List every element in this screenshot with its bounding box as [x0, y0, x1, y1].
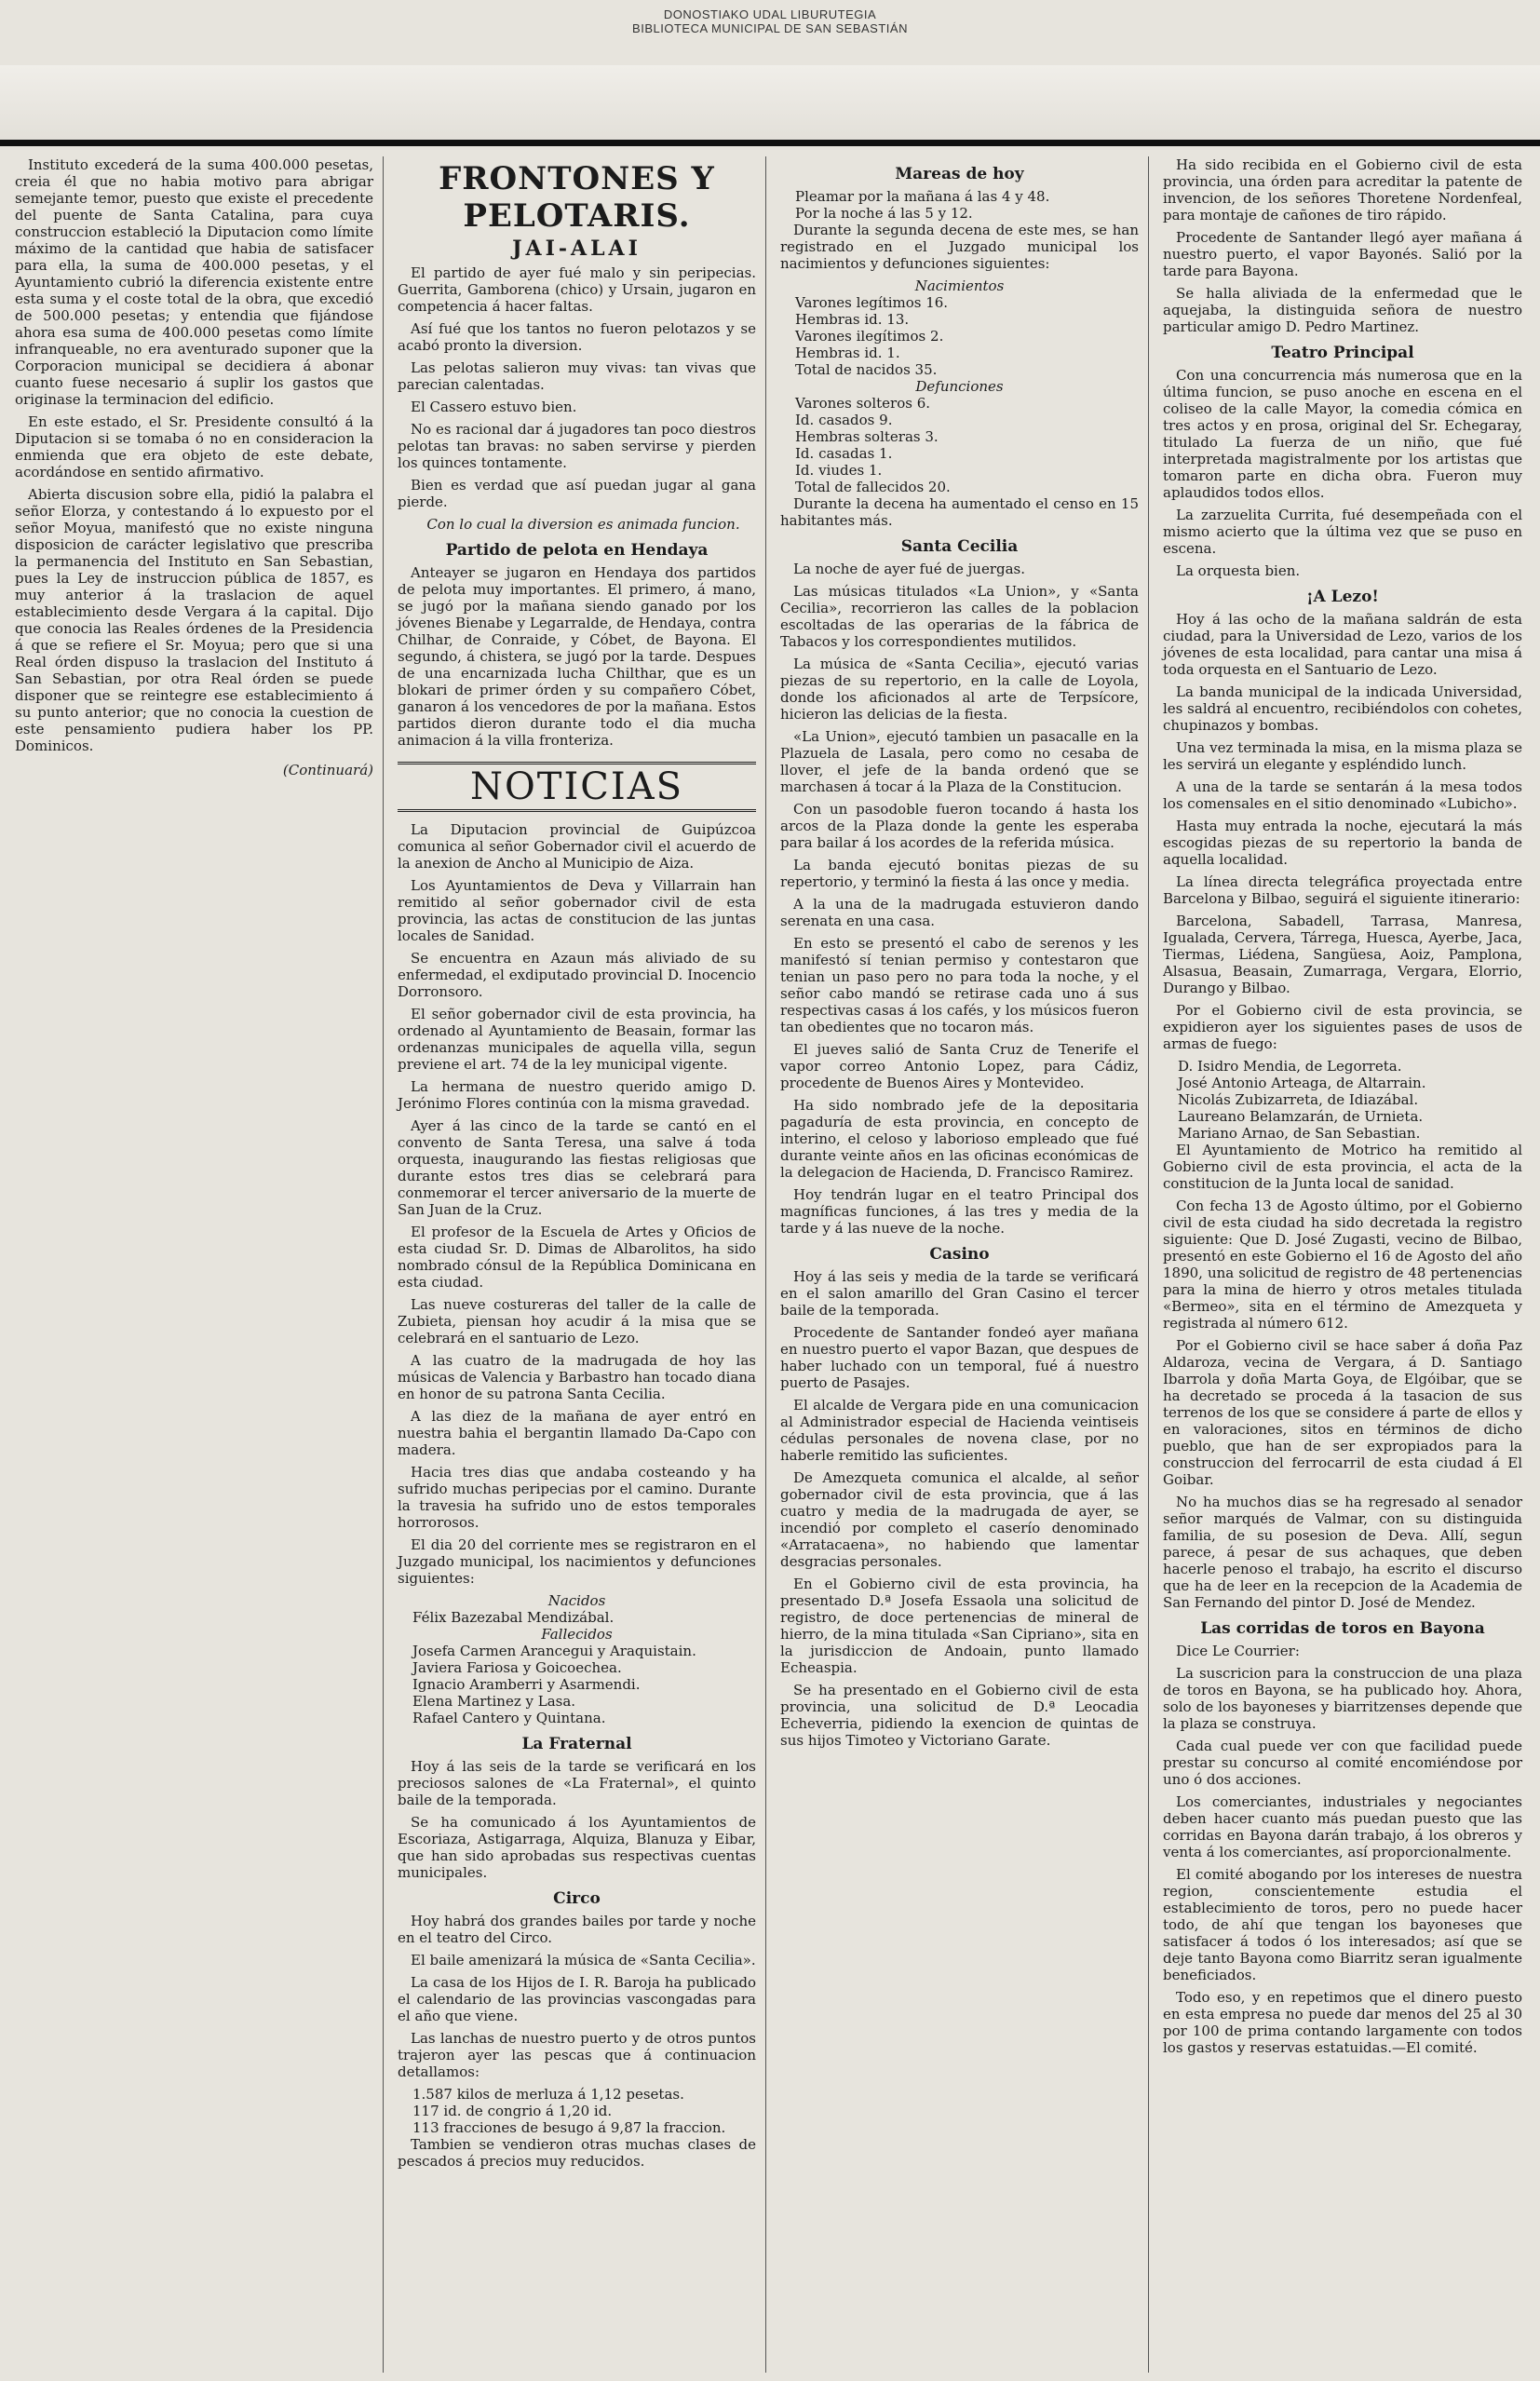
noticia-paragraph: El dia 20 del corriente mes se registraron en el Juzgado municipal, los nacimientos y defunciones siguientes:	[398, 1536, 756, 1587]
lezo-paragraph: Una vez terminada la misa, en la misma plaza se les servirá un elegante y espléndido lunch.	[1163, 739, 1522, 773]
frontones-title: FRONTONES Y PELOTARIS.	[439, 160, 715, 235]
defuncion-entry: Id. casados 9.	[795, 412, 893, 428]
jaialai-paragraph: No es racional dar á jugadores tan poco diestros pelotas tan bravas: no saben servirse y pierden los quinces tontamente.	[398, 421, 756, 471]
toros-title: Las corridas de toros en Bayona	[1200, 1619, 1485, 1638]
nacimiento-entry: Hembras id. 1.	[795, 345, 900, 361]
registro-intro: Durante la segunda decena de este mes, se han registrado en el Juzgado municipal los nacimientos y defunciones siguientes:	[780, 222, 1139, 272]
jaialai-paragraph: Con lo cual la diversion es animada funcion.	[426, 516, 740, 533]
fallecido-entry: Ignacio Aramberri y Asarmendi.	[412, 1676, 641, 1693]
nacido-entry: Félix Bazezabal Mendizábal.	[412, 1609, 615, 1626]
mareas-title: Mareas de hoy	[895, 165, 1024, 183]
noticia-paragraph: La casa de los Hijos de I. R. Baroja ha publicado el calendario de las provincias vascongadas para el año que viene.	[398, 1974, 756, 2024]
motrico-paragraph: El Ayuntamiento de Motrico ha remitido al Gobierno civil de esta provincia, el acta de la constitucion de la Junta local de sanidad.	[1163, 1142, 1522, 1192]
armas-paragraph: Por el Gobierno civil de esta provincia, se expidieron ayer los siguientes pases de usos de armas de fuego:	[1163, 1002, 1522, 1052]
noticias-title: NOTICIAS	[398, 762, 756, 812]
pesca-entry: 117 id. de congrio á 1,20 id.	[412, 2103, 613, 2119]
jaialai-paragraph: Así fué que los tantos no fueron pelotazos y se acabó pronto la diversion.	[398, 320, 756, 354]
zugasti-paragraph: Con fecha 13 de Agosto último, por el Gobierno civil de esta ciudad ha sido decretada la registro siguiente: Que D. José Zugasti, vecino de Bilbao, presentó en este Gobierno el 16 de Agosto del año 1890, una solicitud de registro de 48 pertenencias para la mina de hierro y otros metales titulada «Bermeo», sita en el término de Amezqueta y registrada al número 612.	[1163, 1197, 1522, 1332]
teatro-principal-paragraph: La zarzuelita Currita, fué desempeñada con el mismo acierto que la última vez que se puso en escena.	[1163, 507, 1522, 557]
linea-paragraph: La línea directa telegráfica proyectada entre Barcelona y Bilbao, seguirá el siguiente itinerario:	[1163, 873, 1522, 907]
pesca-entry: 113 fracciones de besugo á 9,87 la fraccion.	[412, 2119, 726, 2136]
jaialai-paragraph: El partido de ayer fué malo y sin peripecias. Guerrita, Gamborena (chico) y Ursain, jugaron en competencia á hacer faltas.	[398, 264, 756, 315]
nacimiento-entry: Hembras id. 13.	[795, 311, 910, 328]
hendaya-paragraph: Anteayer se jugaron en Hendaya dos partidos de pelota muy importantes. El primero, á mano, se jugó por la mañana siendo ganado por los jóvenes Bienabe y Legarralde, de Hendaya, contra Chilhar, de Conraide, y Cóbet, de Bayona. El segundo, á chistera, se jugó por la tarde. Despues de una encarnizada lucha Chilthar, que es un blokari de primer órden y su compañero Cóbet, ganaron á los vencedores de por la mañana. Estos partidos dieron durante todo el dia mucha animacion á la villa fronteriza.	[398, 564, 756, 749]
col1-paragraph: En este estado, el Sr. Presidente consultó á la Diputacion si se tomaba ó no en consideracion la enmienda que era objeto de este debate, acordándose en sentido afirmativo.	[15, 413, 373, 480]
nacimientos-label: Nacimientos	[914, 277, 1005, 294]
archive-header-line-1: DONOSTIAKO UDAL LIBURUTEGIA	[663, 7, 877, 21]
noticia-paragraph: A las diez de la mañana de ayer entró en nuestra bahia el bergantin llamado Da-Capo con madera.	[398, 1408, 756, 1458]
casino-paragraph: Hoy á las seis y media de la tarde se verificará en el salon amarillo del Gran Casino el tercer baile de la temporada.	[780, 1268, 1139, 1319]
fallecidos-label: Fallecidos	[541, 1626, 613, 1643]
toros-paragraph: El comité abogando por los intereses de nuestra region, conscientemente estudia el establecimiento de toros, pero no puede hacer todo, de ahí que tengan los bayoneses que satisfacer á todos ó los interesados; así que se deje tanto Bayona como Biarritz seran igualmente beneficiados.	[1163, 1866, 1522, 1983]
lezo-paragraph: Hoy á las ocho de la mañana saldrán de esta ciudad, para la Universidad de Lezo, varios de los jóvenes de esta localidad, para cantar una misa á toda orquesta en el Santuario de Lezo.	[1163, 611, 1522, 678]
jaialai-paragraph: Bien es verdad que así puedan jugar al gana pierde.	[398, 477, 756, 510]
noticia-paragraph: El profesor de la Escuela de Artes y Oficios de esta ciudad Sr. D. Dimas de Albarolitos, ha sido nombrado cónsul de la República Dominicana en esta ciudad.	[398, 1224, 756, 1291]
armas-entry: Mariano Arnao, de San Sebastian.	[1178, 1125, 1421, 1142]
cecilia-paragraph: Con un pasodoble fueron tocando á hasta los arcos de la Plaza donde la gente les esperaba para bailar á los acordes de la referida música.	[780, 801, 1139, 851]
pesca-entry: 1.587 kilos de merluza á 1,12 pesetas.	[412, 2086, 684, 2103]
teatro-title: Teatro Principal	[1271, 344, 1414, 362]
lezo-paragraph: Hasta muy entrada la noche, ejecutará la más escogidas piezas de su repertorio la banda de aquella localidad.	[1163, 818, 1522, 868]
noticia-paragraph: Las lanchas de nuestro puerto y de otros puntos trajeron ayer las pescas que á continuacion detallamos:	[398, 2030, 756, 2080]
toros-paragraph: Cada cual puede ver con que facilidad puede prestar su concurso al comité encomiéndose por uno ó dos acciones.	[1163, 1738, 1522, 1788]
defuncion-entry: Total de fallecidos 20.	[795, 479, 951, 495]
noticia-paragraph: Ayer á las cinco de la tarde se cantó en el convento de Santa Teresa, una salve á toda orquesta, inaugurando las fiestas religiosas que durante estos tres dias se celebrará para conmemorar el tercer aniversario de la muerte de San Juan de la Cruz.	[398, 1117, 756, 1218]
fallecido-entry: Javiera Fariosa y Goicoechea.	[412, 1659, 622, 1676]
nacimiento-entry: Total de nacidos 35.	[795, 361, 938, 378]
circo-paragraph: Hoy habrá dos grandes bailes por tarde y noche en el teatro del Circo.	[398, 1913, 756, 1946]
masthead-rule	[0, 140, 1540, 146]
col1-paragraph: Instituto excederá de la suma 400.000 pesetas, creia él que no habia motivo para abrigar semejante temor, puesto que existe el precedente del puente de Santa Catalina, para cuya construccion estableció la Diputacion como límite máximo de la cantidad que habia de satisfacer para ella, la suma de 400.000 pesetas, y el Ayuntamiento cubrió la diferencia existente entre esta suma y el coste total de la obra, que excedió de 500.000 pesetas; y entendia que fijándose ahora esa suma de 400.000 pesetas como límite infranqueable, no era aventurado suponer que la Corporacion municipal se decidiera á abonar cuanto fuese necesario á suplir los gastos que originase la terminacion del edificio.	[15, 156, 373, 408]
cecilia-paragraph: A la una de la madrugada estuvieron dando serenata en una casa.	[780, 896, 1139, 929]
column-1	[7, 156, 384, 2373]
fraternal-paragraph: Hoy á las seis de la tarde se verificará en los preciosos salones de «La Fraternal», el quinto baile de la temporada.	[398, 1758, 756, 1808]
nacimiento-entry: Varones ilegítimos 2.	[795, 328, 944, 345]
column-2	[390, 156, 766, 2373]
cecilia-paragraph: La noche de ayer fué de juergas.	[793, 561, 1026, 577]
pesca-closing: Tambien se vendieron otras muchas clases de pescados á precios muy reducidos.	[398, 2136, 756, 2170]
defuncion-entry: Varones solteros 6.	[795, 395, 931, 412]
circo-title: Circo	[553, 1889, 601, 1908]
lezo-paragraph: La banda municipal de la indicada Universidad, les saldrá al encuentro, recibiéndolos con cohetes, chupinazos y bombas.	[1163, 683, 1522, 734]
jaialai-title: JAI-ALAI	[512, 237, 642, 261]
nacidos-label: Nacidos	[547, 1592, 606, 1609]
cecilia-title: Santa Cecilia	[900, 537, 1019, 556]
cecilia-paragraph: «La Union», ejecutó tambien un pasacalle en la Plazuela de Lasala, pero como no cesaba de llover, el jefe de la banda ordenó que se marchasen á tocar á la Plaza de la Constitucion.	[780, 728, 1139, 795]
tenerife-paragraph: El jueves salió de Santa Cruz de Tenerife el vapor correo Antonio Lopez, para Cádiz, procedente de Buenos Aires y Montevideo.	[780, 1041, 1139, 1091]
pagaduria-paragraph: Ha sido nombrado jefe de la depositaria pagaduría de esta provincia, en concepto de interino, el celoso y laborioso empleado que fué durante veinte años en las oficinas económicas de la delegacion de Hacienda, D. Francisco Ramirez.	[780, 1097, 1139, 1181]
column-4	[1155, 156, 1532, 2373]
nacimiento-entry: Varones legítimos 16.	[795, 294, 949, 311]
noticia-paragraph: Se encuentra en Azaun más aliviado de su enfermedad, el exdiputado provincial D. Inocencio Dorronsoro.	[398, 950, 756, 1000]
circo-paragraph: El baile amenizará la música de «Santa Cecilia».	[411, 1952, 756, 1968]
vergara-paragraph: El alcalde de Vergara pide en una comunicacion al Administrador especial de Hacienda veintiseis cédulas personales de novena clase, por no haberle remitido las suficientes.	[780, 1397, 1139, 1464]
toros-paragraph: La suscricion para la construccion de una plaza de toros en Bayona, se ha publicado hoy. Ahora, solo de los bayoneses y biarritzenses depende que la plaza se construya.	[1163, 1665, 1522, 1732]
armas-entry: D. Isidro Mendia, de Legorreta.	[1178, 1058, 1402, 1075]
leocadia-paragraph: Se ha presentado en el Gobierno civil de esta provincia, una solicitud de D.ª Leocadia Echeverria, pidiendo la exencion de quintas de sus hijos Timoteo y Victoriano Garate.	[780, 1682, 1139, 1749]
archive-header	[0, 0, 1540, 35]
fraternal-paragraph: Se ha comunicado á los Ayuntamientos de Escoriaza, Astigarraga, Alquiza, Blanuza y Eibar, que han sido aprobadas sus respectivas cuentas municipales.	[398, 1814, 756, 1881]
teatro-principal-paragraph: La orquesta bien.	[1176, 562, 1301, 579]
valmar-paragraph: No ha muchos dias se ha regresado al senador señor marqués de Valmar, con su distinguida familia, de su posesion de Deva. Allí, segun parece, á pesar de sus achaques, que deben hacerle penoso el trabajo, ha escrito el discurso que ha de leer en la recepcion de la Academia de San Fernando del pintor D. José de Mendez.	[1163, 1494, 1522, 1611]
lezo-paragraph: A una de la tarde se sentarán á la mesa todos los comensales en el sitio denominado «Lubicho».	[1163, 778, 1522, 812]
jaialai-paragraph: El Cassero estuvo bien.	[411, 399, 577, 415]
armas-entry: José Antonio Arteaga, de Altarrain.	[1178, 1075, 1426, 1091]
defunciones-label: Defunciones	[915, 378, 1004, 395]
fallecido-entry: Elena Martinez y Lasa.	[412, 1693, 576, 1710]
casino-title: Casino	[929, 1245, 990, 1264]
teatro-principal-paragraph: Con una concurrencia más numerosa que en la última funcion, se puso anoche en escena en el coliseo de la calle Mayor, la comedia cómica en tres actos y en prosa, original del Sr. Echegaray, titulado La fuerza de un niño, que fué interpretada magistralmente por los artistas que tomaron parte en dicha obra. Fueron muy aplaudidos todos ellos.	[1163, 367, 1522, 501]
column-3	[773, 156, 1149, 2373]
continued-note: (Continuará)	[282, 762, 373, 778]
col4-paragraph: Ha sido recibida en el Gobierno civil de esta provincia, una órden para acreditar la patente de invencion, de los señores Thoretene Nordenfeal, para montaje de cañones de tiro rápido.	[1163, 156, 1522, 223]
col1-paragraph: Abierta discusion sobre ella, pidió la palabra el señor Elorza, y contestando á lo expuesto por el señor Moyua, manifestó que no existe ninguna disposicion de carácter legislativo que prescriba la permanencia del Instituto en San Sebastian, pues la Ley de instruccion pública de 1857, es muy anterior á la traslacion de aquel establecimiento desde Vergara á la capital. Dijo que conocia las Reales órdenes de la Presidencia á que se refiere el Sr. Moyua; pero que si una Real órden dispuso la traslacion del Instituto á San Sebastian, por otra Real órden se puede disponer que se reintegre ese establecimiento á su punto anterior; que no conocia la cuestion de este pensamiento pudiera haber los PP. Dominicos.	[15, 486, 373, 754]
fallecido-entry: Rafael Cantero y Quintana.	[412, 1710, 606, 1726]
torn-masthead-area	[0, 65, 1540, 144]
lezo-title: ¡A Lezo!	[1306, 588, 1379, 606]
cecilia-paragraph: La música de «Santa Cecilia», ejecutó varias piezas de su repertorio, en la calle de Loyola, donde los aficionados al arte de Terpsícore, hicieron las delicias de la fiesta.	[780, 656, 1139, 723]
col4-paragraph: Se halla aliviada de la enfermedad que le aquejaba, la distinguida señora de nuestro particular amigo D. Pedro Martinez.	[1163, 285, 1522, 335]
marea-line: Por la noche á las 5 y 12.	[795, 205, 973, 222]
vapor-paragraph: Procedente de Santander fondeó ayer mañana en nuestro puerto el vapor Bazan, que despues de haber luchado con un temporal, fué á nuestro puerto de Pasajes.	[780, 1324, 1139, 1391]
defuncion-entry: Id. viudes 1.	[795, 462, 883, 479]
amezqueta-paragraph: De Amezqueta comunica el alcalde, al señor gobernador civil de esta provincia, que á las cuatro y media de la madrugada de ayer, se incendió por completo el caserío denominado «Arratacaena», no habiendo que lamentar desgracias personales.	[780, 1469, 1139, 1570]
teatro-paragraph: Hoy tendrán lugar en el teatro Principal dos magníficas funciones, á las tres y media de la tarde y á las nueve de la noche.	[780, 1186, 1139, 1237]
fallecido-entry: Josefa Carmen Arancegui y Araquistain.	[412, 1643, 696, 1659]
article-columns	[7, 156, 1533, 2373]
armas-entry: Laureano Belamzarán, de Urnieta.	[1178, 1108, 1424, 1125]
noticia-paragraph: A las cuatro de la madrugada de hoy las músicas de Valencia y Barbastro han tocado diana en honor de su patrona Santa Cecilia.	[398, 1352, 756, 1402]
col4-paragraph: Procedente de Santander llegó ayer mañana á nuestro puerto, el vapor Bayonés. Salió por la tarde para Bayona.	[1163, 229, 1522, 279]
expropiacion-paragraph: Por el Gobierno civil se hace saber á doña Paz Aldaroza, vecina de Vergara, á D. Santiago Ibarrola y doña Marta Goya, de Elgóibar, que se ha decretado se proceda á la tasacion de sus terrenos de los que se considere á parte de ellos y en valoraciones, sitos en términos de dicho pueblo, que han de ser expropiados para la construccion del ferrocarril de esta ciudad á El Goibar.	[1163, 1337, 1522, 1488]
defuncion-entry: Id. casadas 1.	[795, 445, 893, 462]
fraternal-title: La Fraternal	[521, 1735, 632, 1753]
cecilia-paragraph: En esto se presentó el cabo de serenos y les manifestó sí tenian permiso y contestaron que tenian un paso pero no para toda la noche, y el señor cabo mandó se retirase cada uno á sus respectivas casas á los cafés, y los músicos fueron tan obedientes que no tocaron más.	[780, 935, 1139, 1035]
archive-header-line-2: BIBLIOTECA MUNICIPAL DE SAN SEBASTIÁN	[632, 21, 908, 35]
registro-end: Durante la decena ha aumentado el censo en 15 habitantes más.	[780, 495, 1139, 529]
linea-itinerario: Barcelona, Sabadell, Tarrasa, Manresa, Igualada, Cervera, Tárrega, Huesca, Ayerbe, Jaca, Tiermas, Liédena, Sangüesa, Aoiz, Pamplona, Alsasua, Beasain, Zumarraga, Vergara, Elorrio, Durango y Bilbao.	[1163, 913, 1522, 996]
mina-paragraph: En el Gobierno civil de esta provincia, ha presentado D.ª Josefa Essaola una solicitud de registro, de doce pertenencias de mineral de hierro, de la mina titulada «San Cipriano», sita en la jurisdiccion de Andoain, punto llamado Echeaspia.	[780, 1576, 1139, 1676]
marea-line: Pleamar por la mañana á las 4 y 48.	[795, 188, 1050, 205]
toros-paragraph: Todo eso, y en repetimos que el dinero puesto en esta empresa no puede dar menos del 25 al 30 por 100 de prima contando largamente con todos los gastos y reservas estatuidas.—El comité.	[1163, 1989, 1522, 2056]
cecilia-paragraph: Las músicas titulados «La Union», y «Santa Cecilia», recorrieron las calles de la poblacion escoltadas de las operarias de la fábrica de Tabacos y los correspondientes mutilidos.	[780, 583, 1139, 650]
armas-entry: Nicolás Zubizarreta, de Idiazábal.	[1178, 1091, 1419, 1108]
noticia-paragraph: El señor gobernador civil de esta provincia, ha ordenado al Ayuntamiento de Beasain, formar las ordenanzas municipales de aquella villa, segun previene el art. 74 de la ley municipal vigente.	[398, 1006, 756, 1073]
defuncion-entry: Hembras solteras 3.	[795, 428, 939, 445]
noticia-paragraph: Los Ayuntamientos de Deva y Villarrain han remitido al señor gobernador civil de esta provincia, las actas de constitucion de las juntas locales de Sanidad.	[398, 877, 756, 944]
hendaya-title: Partido de pelota en Hendaya	[445, 541, 709, 560]
noticia-paragraph: La hermana de nuestro querido amigo D. Jerónimo Flores continúa con la misma gravedad.	[398, 1078, 756, 1112]
toros-intro: Dice Le Courrier:	[1176, 1643, 1300, 1659]
cecilia-paragraph: La banda ejecutó bonitas piezas de su repertorio, y terminó la fiesta á las once y media.	[780, 857, 1139, 890]
noticia-paragraph: La Diputacion provincial de Guipúzcoa comunica al señor Gobernador civil el acuerdo de la anexion de Ancho al Municipio de Aiza.	[398, 821, 756, 872]
toros-paragraph: Los comerciantes, industriales y negociantes deben hacer cuanto más puedan puesto que las corridas en Bayona darán trabajo, á los obreros y venta á los comerciantes, así proporcionalmente.	[1163, 1793, 1522, 1860]
noticia-paragraph: Las nueve costureras del taller de la calle de Zubieta, piensan hoy acudir á la misa que se celebrará en el santuario de Lezo.	[398, 1296, 756, 1346]
jaialai-paragraph: Las pelotas salieron muy vivas: tan vivas que parecian calentadas.	[398, 359, 756, 393]
noticia-paragraph: Hacia tres dias que andaba costeando y ha sufrido muchas peripecias por el camino. Durante la travesia ha sufrido uno de estos temporales horrorosos.	[398, 1464, 756, 1531]
